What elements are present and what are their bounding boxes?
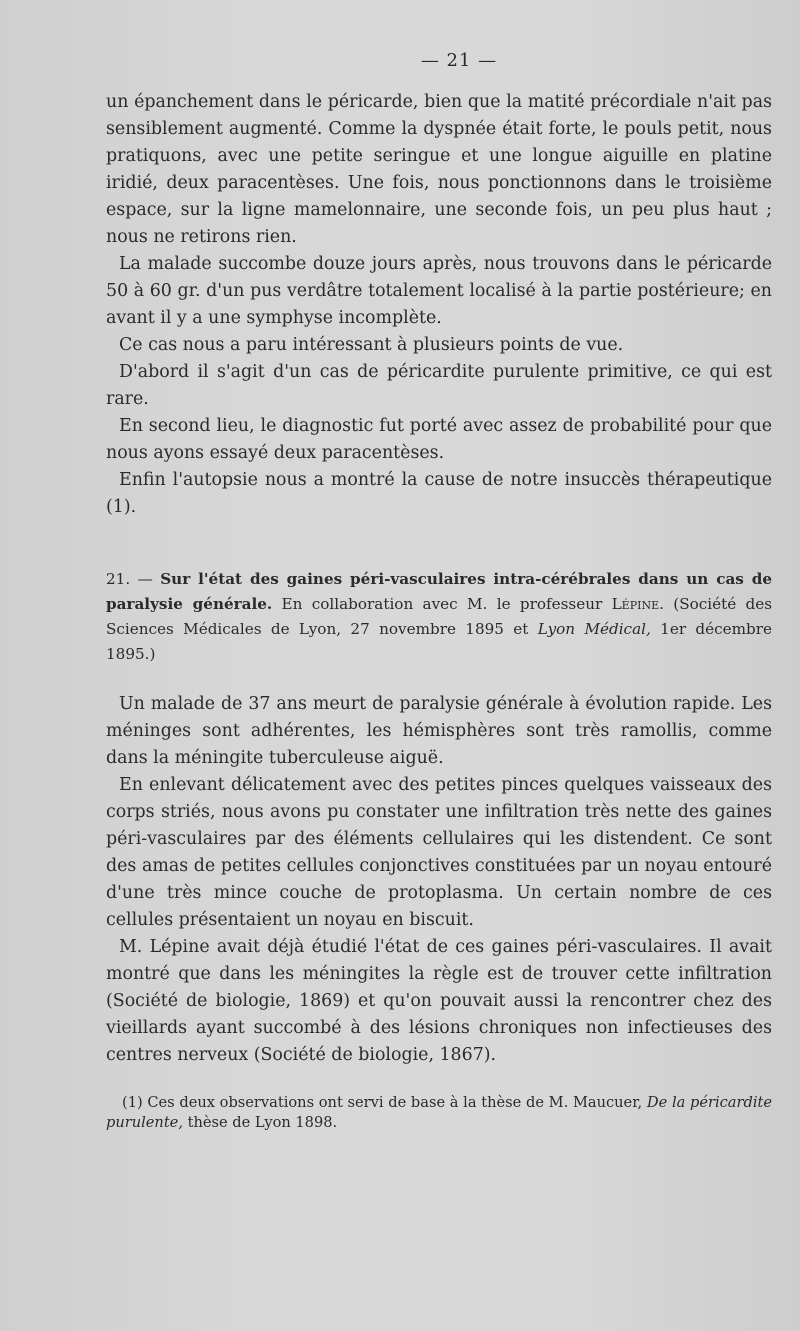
paragraph: Un malade de 37 ans meurt de paralysie générale à évolution rapide. Les méninges sont adhérentes, les hémisphères sont très ramollis, comme dans la méningite tuberculeuse aiguë. bbox=[106, 694, 772, 768]
publication-date: 1er décembre 1895.) bbox=[106, 620, 773, 663]
footnote-text: (1) Ces deux observations ont servi de base à la thèse de M. Maucuer, bbox=[122, 1094, 643, 1111]
footnote-title: De la péricardite purulente, bbox=[106, 1094, 772, 1131]
source-text: (Société des Sciences Médicales de Lyon, 27 novembre 1895 et bbox=[106, 595, 773, 638]
section-heading bbox=[106, 567, 772, 667]
paragraph: Enfin l'autopsie nous a montré la cause de notre insuccès thérapeutique (1). bbox=[106, 470, 772, 517]
paragraph: En enlevant délicatement avec des petites pinces quelques vaisseaux des corps striés, nous avons pu constater une infiltration très nette des gaines péri-vasculaires par des éléments cellulaires qui les distendent. Ce sont des amas de petites cellules conjonctives constituées par un noyau entouré d'une très mince couche de protoplasma. Un certain nombre de ces cellules présentaient un noyau en biscuit. bbox=[106, 775, 772, 930]
paragraph: M. Lépine avait déjà étudié l'état de ces gaines péri-vasculaires. Il avait montré que dans les méningites la règle est de trouver cette infiltration (Société de biologie, 1869) et qu'on pouvait aussi la rencontrer chez des vieillards ayant succombé à des lésions chroniques non infectieuses des centres nerveux (Société de biologie, 1867). bbox=[106, 937, 772, 1065]
paragraph: un épanchement dans le péricarde, bien que la matité précordiale n'ait pas sensiblement augmenté. Comme la dyspnée était forte, le pouls petit, nous pratiquons, avec une petite seringue et une longue aiguille en platine iridié, deux paracentèses. Une fois, nous ponctionnons dans le troisième espace, sur la ligne mamelonnaire, une seconde fois, un peu plus haut ; nous ne retirons rien. bbox=[106, 92, 772, 247]
paragraph: En second lieu, le diagnostic fut porté avec assez de probabilité pour que nous ayons essayé deux paracentèses. bbox=[106, 416, 772, 463]
footnote-rest: thèse de Lyon 1898. bbox=[187, 1114, 338, 1131]
paragraph: D'abord il s'agit d'un cas de péricardite purulente primitive, ce qui est rare. bbox=[106, 362, 772, 409]
paragraph: La malade succombe douze jours après, nous trouvons dans le péricarde 50 à 60 gr. d'un pus verdâtre totalement localisé à la partie postérieure; en avant il y a une symphyse incomplète. bbox=[106, 254, 772, 328]
section-title: Sur l'état des gaines péri-vasculaires intra-cérébrales dans un cas de paralysie générale. bbox=[106, 570, 773, 613]
footnote bbox=[106, 1093, 772, 1133]
collaborator-name: Lépine. bbox=[611, 595, 664, 613]
intro-text bbox=[106, 89, 772, 521]
journal-name: Lyon Médical, bbox=[537, 620, 651, 638]
collaboration-text: En collaboration avec M. le professeur bbox=[281, 595, 603, 613]
section-number: 21. — bbox=[106, 570, 153, 588]
section-text bbox=[106, 691, 772, 1069]
page-number: — 21 — bbox=[420, 50, 498, 71]
paragraph: Ce cas nous a paru intéressant à plusieurs points de vue. bbox=[119, 335, 624, 355]
